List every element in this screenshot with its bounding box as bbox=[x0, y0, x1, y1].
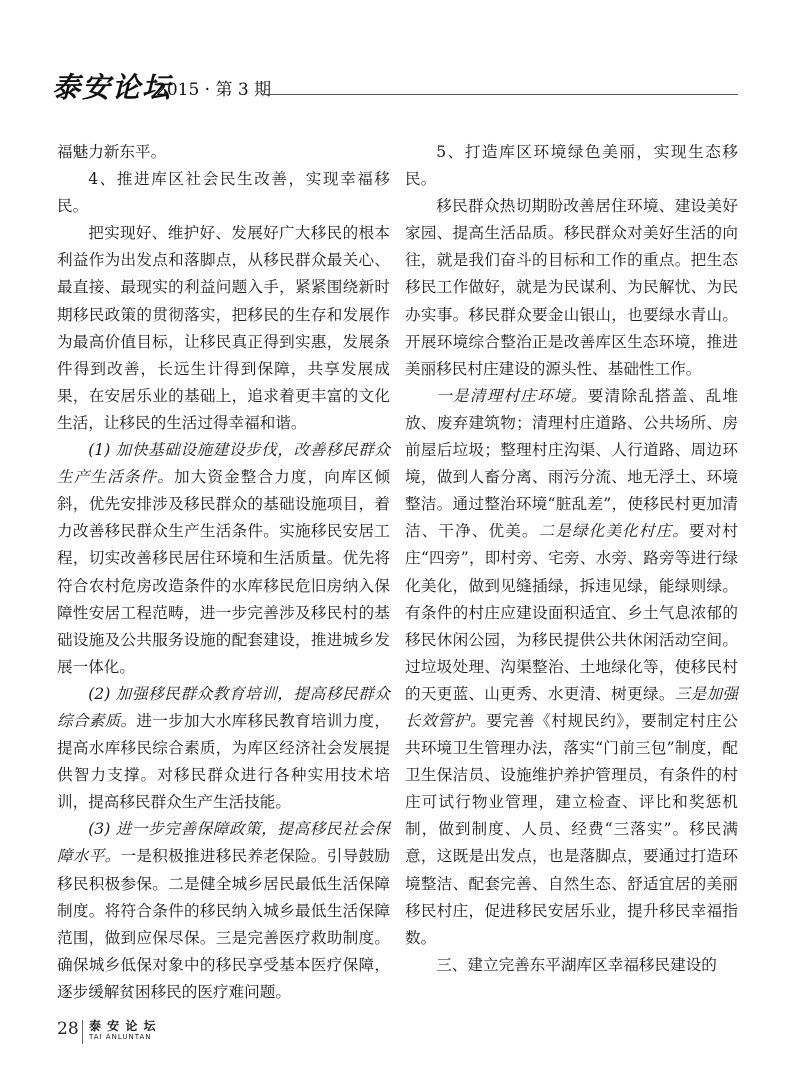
page-number: 28 bbox=[57, 1019, 79, 1039]
footer-journal-cn: 泰 安 论 坛 bbox=[89, 1019, 157, 1033]
subsection-title: (1) 加快基础设施建设步伐，改善移民群众生产生活条件。 bbox=[57, 441, 390, 487]
subsection-paragraph bbox=[57, 816, 390, 1006]
subsection-paragraph bbox=[57, 437, 390, 681]
header-rule bbox=[262, 94, 738, 95]
issue-label: 2015 · 第 3 期 bbox=[156, 80, 272, 100]
emphasis-lead: 三是加强长效管护。 bbox=[405, 684, 738, 730]
paragraph-text: 要清除乱搭盖、乱堆放、废弃建筑物；清理村庄道路、公共场所、房前屋后垃圾；整理村庄沟渠、人行道路、周边环境，做到人畜分离、雨污分流、地无浮土、环境整洁。通过整治环境“脏乱差”，使移民村更加清洁、干净、优美。 bbox=[405, 386, 738, 541]
section-heading: 4、推进库区社会民生改善，实现幸福移民。 bbox=[57, 170, 390, 216]
footer-divider bbox=[82, 1020, 83, 1044]
paragraph: 把实现好、维护好、发展好广大移民的根本利益作为出发点和落脚点，从移民群众最关心、最直接、最现实的利益问题入手，紧紧围绕新时期移民政策的贯彻落实，把移民的生存和发展作为最高价值目标，让移民真正得到实惠，发展条件得到改善，长远生计得到保障，共享发展成果，在安居乐业的基础上，追求着更丰富的文化生活，让移民的生活过得幸福和谐。 bbox=[57, 224, 390, 432]
rich-paragraph bbox=[405, 383, 738, 952]
left-column bbox=[57, 139, 390, 1006]
subsection-text: 进一步加大水库移民教育培训力度，提高水库移民综合素质，为库区经济社会发展提供智力支撑。对移民群众进行各种实用技术培训，提高移民群众生产生活技能。 bbox=[57, 711, 390, 812]
page-header bbox=[52, 64, 738, 108]
journal-name: 泰安论坛 bbox=[52, 71, 173, 104]
paragraph: 移民群众热切期盼改善居住环境、建设美好家园、提高生活品质。移民群众对美好生活的向往，就是我们奋斗的目标和工作的重点。把生态移民工作做好，就是为民谋利、为民解忧、为民办实事。移民群众要金山银山，也要绿水青山。开展环境综合整治正是改善库区生态环境，推进美丽移民村庄建设的源头性、基础性工作。 bbox=[405, 197, 738, 378]
right-column bbox=[405, 139, 738, 979]
section-heading: 5、打造库区环境绿色美丽，实现生态移民。 bbox=[405, 143, 738, 189]
paragraph-text: 要对村庄“四旁”，即村旁、宅旁、水旁、路旁等进行绿化美化，做到见缝插绿，拆违见绿，能绿则绿。有条件的村庄应建设面积适宜、乡土气息浓郁的移民休闲公园，为移民提供公共休闲活动空间。过垃圾处理、沟渠整治、土地绿化等，使移民村的天更蓝、山更秀、水更清、树更绿。 bbox=[405, 522, 738, 703]
emphasis-lead: 二是绿化美化村庄。 bbox=[538, 522, 689, 541]
section-heading: 三、建立完善东平湖库区幸福移民建设的 bbox=[436, 955, 717, 974]
subsection-paragraph bbox=[57, 681, 390, 816]
subsection-text: 加大资金整合力度，向库区倾斜，优先安排涉及移民群众的基础设施项目，着力改善移民群众生产生活条件。实施移民安居工程，切实改善移民居住环境和生活质量。优先将符合农村危房改造条件的水库移民危旧房纳入保障性安居工程范畴，进一步完善涉及移民村的基础设施及公共服务设施的配套建设，推进城乡发展一体化。 bbox=[57, 468, 390, 676]
subsection-title: (3) 进一步完善保障政策，提高移民社会保障水平。 bbox=[57, 820, 390, 866]
footer-journal-en: TAI ANLUNTAN bbox=[89, 1033, 152, 1041]
paragraph-continuation: 福魅力新东平。 bbox=[57, 143, 167, 161]
paragraph-text: 要完善《村规民约》，要制定村庄公共环境卫生管理办法，落实“门前三包”制度，配卫生保洁员、设施维护养护管理员，有条件的村庄可试行物业管理，建立检查、评比和奖惩机制，做到制度、人员、经费“三落实”。移民满意，这既是出发点，也是落脚点，要通过打造环境整洁、配套完善、自然生态、舒适宜居的美丽移民村庄，促进移民安居乐业，提升移民幸福指数。 bbox=[405, 711, 739, 947]
subsection-title: (2) 加强移民群众教育培训，提高移民群众综合素质。 bbox=[57, 684, 390, 730]
emphasis-lead: 一是清理村庄环境。 bbox=[436, 386, 588, 405]
subsection-text: 一是积极推进移民养老保险。引导鼓励移民积极参保。二是健全城乡居民最低生活保障制度。将符合条件的移民纳入城乡最低生活保障范围，做到应保尽保。三是完善医疗救助制度。确保城乡低保对象中的移民享受基本医疗保障，逐步缓解贫困移民的医疗难问题。 bbox=[57, 847, 390, 1001]
